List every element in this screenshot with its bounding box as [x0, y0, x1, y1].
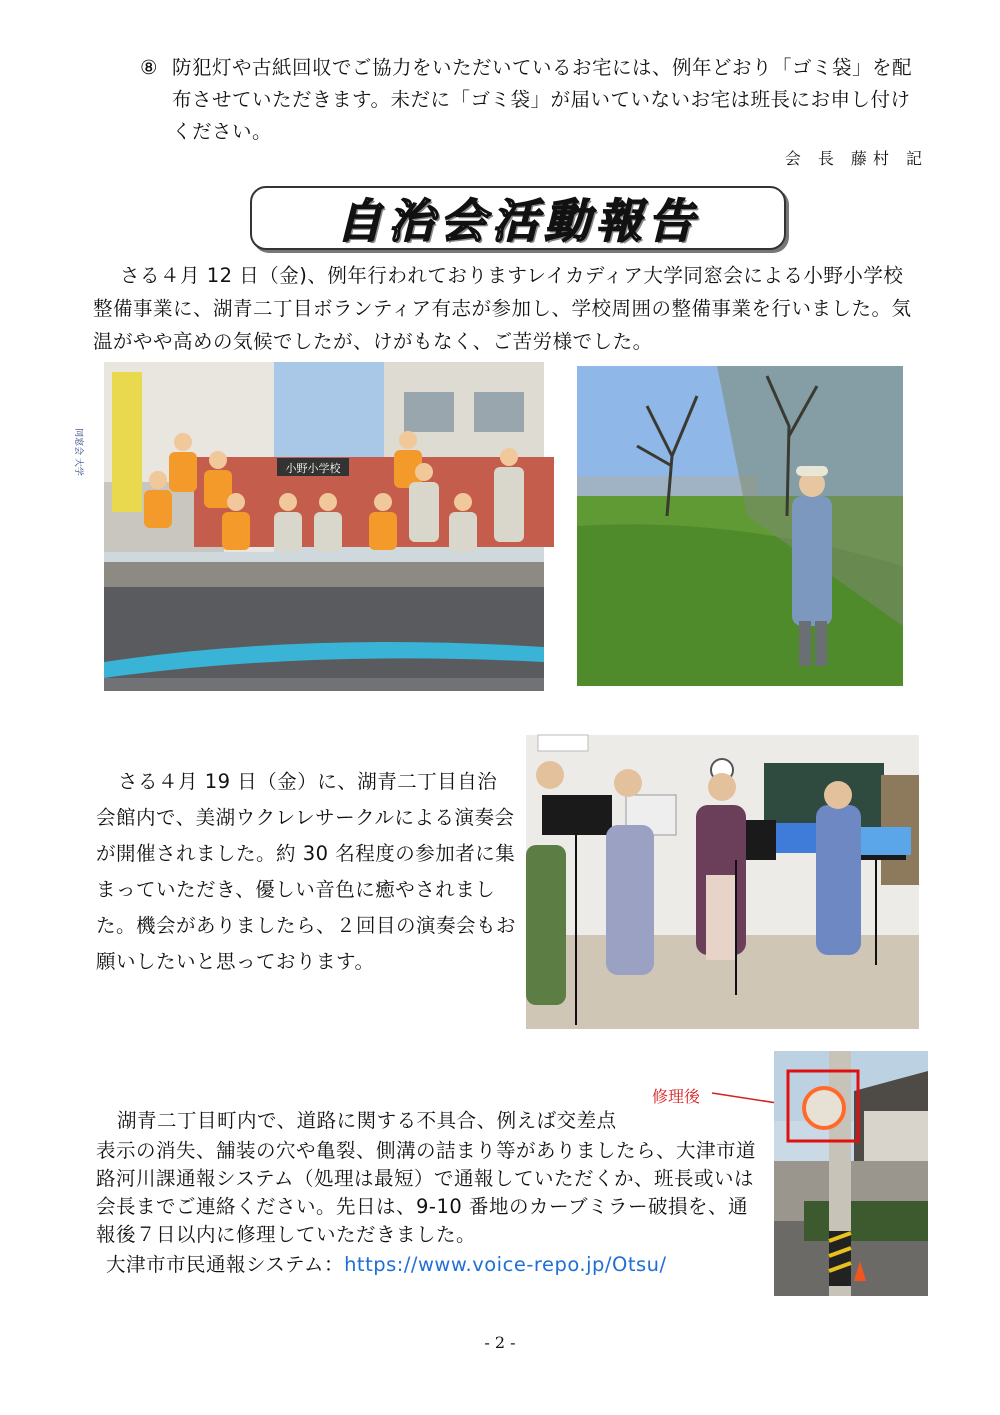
photo-school-group	[73, 362, 544, 691]
notice-line-1: 防犯灯や古紙回収でご協力をいただいているお宅には、例年どおり「ゴミ袋」を配	[172, 56, 913, 79]
section-title: 自治会活動報告	[336, 194, 700, 248]
report1-line-1: さる４月 12 日（金)、例年行われておりますレイカディア大学同窓会による小野小学校	[120, 264, 904, 287]
report1-line-3: 温がやや高めの気候でしたが、けがもなく、ご苦労様でした。	[93, 330, 653, 353]
alumni-banner-text: 同窓会 大学	[73, 428, 83, 476]
report1-line-2: 整備事業に、湖青二丁目ボランティア有志が参加し、学校周囲の整備事業を行いました。気	[93, 297, 912, 320]
report-system-line	[106, 1250, 667, 1280]
report2-line-2: 会館内で、美湖ウクレレサークルによる演奏会	[96, 806, 515, 829]
report2-line-1: さる４月 19 日（金）に、湖青二丁目自治	[118, 770, 498, 793]
report2-line-6: 願いしたいと思っております。	[96, 950, 375, 973]
signature: 会 長 藤村 記	[784, 149, 928, 168]
photo-ukulele-concert	[526, 735, 919, 1029]
report3-line-5: 報後７日以内に修理していただきました。	[96, 1223, 477, 1246]
school-sign-text: 小野小学校	[285, 462, 341, 475]
report2-line-4: まっていただき、優しい音色に癒やされまし	[96, 878, 496, 901]
report2-line-5: た。機会がありましたら、２回目の演奏会もお	[96, 914, 517, 937]
page-number: - 2 -	[484, 1333, 516, 1352]
report-system-label: 大津市市民通報システム：	[106, 1253, 345, 1276]
photo-fence-work	[577, 366, 903, 686]
photo-curve-mirror	[774, 1051, 928, 1296]
report3-line-2: 表示の消失、舗装の穴や亀裂、側溝の詰まり等がありましたら、大津市道	[96, 1139, 757, 1162]
notice-line-2: 布させていただきます。未だに「ゴミ袋」が届いていないお宅は班長にお申し付け	[172, 88, 911, 111]
report3-line-1: 湖青二丁目町内で、道路に関する不具合、例えば交差点	[117, 1109, 617, 1132]
report-system-link[interactable]: https://www.voice-repo.jp/Otsu/	[344, 1253, 667, 1276]
report3-line-3: 路河川課通報システム（処理は最短）で通報していただくか、班長或いは	[96, 1167, 755, 1190]
section-banner	[250, 186, 786, 250]
repair-label: 修理後	[652, 1087, 701, 1106]
notice-marker: ⑧	[140, 56, 158, 79]
report3-line-4: 会長までご連絡ください。先日は、9-10 番地のカーブミラー破損を、通	[96, 1195, 748, 1218]
notice-line-3: ください。	[172, 120, 273, 143]
report2-line-3: が開催されました。約 30 名程度の参加者に集	[96, 842, 516, 865]
